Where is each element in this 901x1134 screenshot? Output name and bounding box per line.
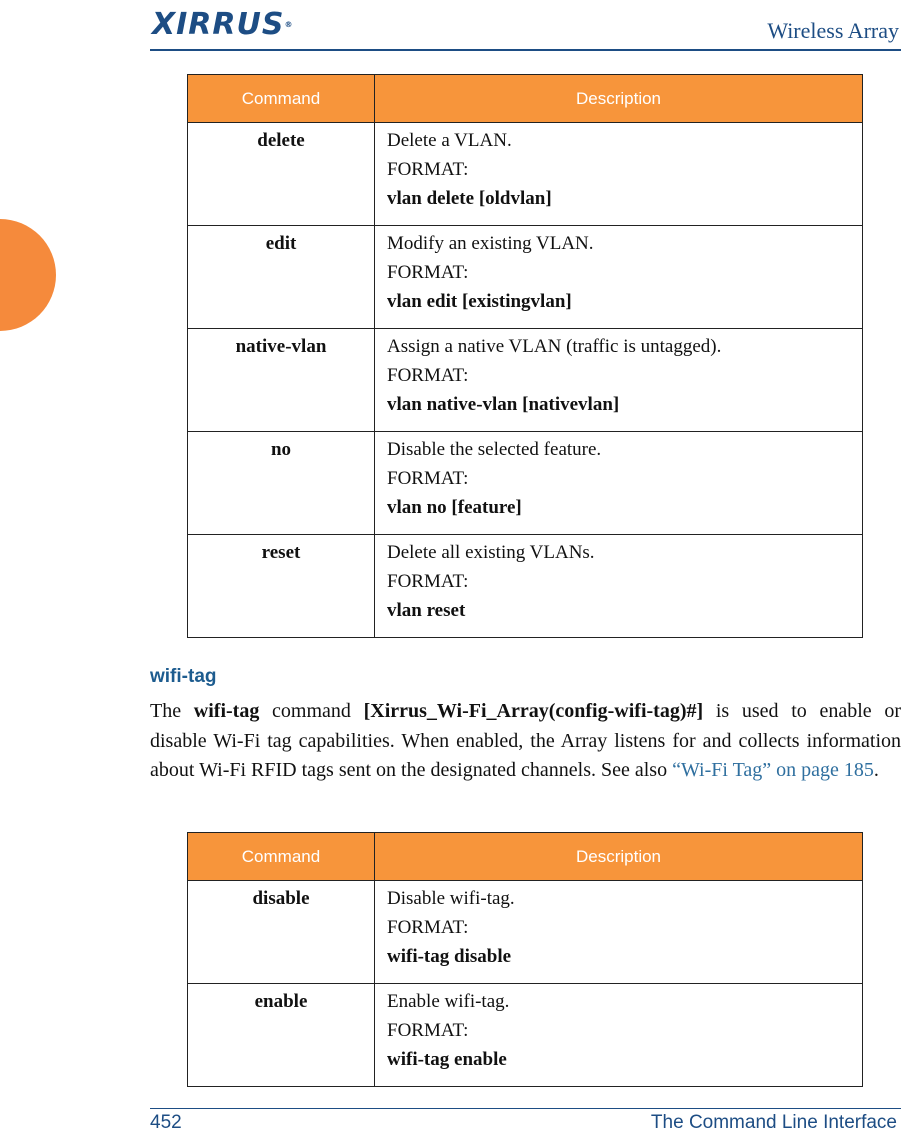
format-syntax: vlan edit [existingvlan] [387,291,572,312]
column-header-description: Description [375,75,863,123]
description-text: Assign a native VLAN (traffic is untagged). [387,336,722,357]
command-cell: delete [188,123,375,226]
format-syntax: vlan reset [387,600,466,621]
command-cell: native-vlan [188,329,375,432]
format-label: FORMAT: [387,468,469,489]
xirrus-logo: XIRRUS® [152,7,294,42]
page-number: 452 [150,1112,182,1133]
section-paragraph [150,697,901,786]
column-header-description: Description [375,833,863,881]
paragraph-text: . [873,759,879,781]
command-cell: reset [188,535,375,638]
description-text: Disable wifi-tag. [387,888,515,909]
description-cell [375,123,863,226]
command-cell: enable [188,984,375,1087]
header-title: Wireless Array [767,18,899,43]
format-syntax: wifi-tag enable [387,1049,507,1070]
table-header-row [188,75,863,123]
format-label: FORMAT: [387,917,469,938]
command-name: wifi-tag [193,700,260,722]
section-heading: wifi-tag [150,666,217,687]
header-divider [150,49,901,51]
footer-title: The Command Line Interface [650,1112,897,1133]
description-cell [375,226,863,329]
description-text: Delete a VLAN. [387,130,512,151]
description-text: Enable wifi-tag. [387,991,510,1012]
description-cell [375,432,863,535]
table-header-row [188,833,863,881]
format-label: FORMAT: [387,262,469,283]
command-cell: no [188,432,375,535]
description-cell [375,881,863,984]
paragraph-text: The [150,700,194,722]
format-syntax: vlan delete [oldvlan] [387,188,552,209]
description-cell [375,984,863,1087]
description-text: Disable the selected feature. [387,439,602,460]
table-row [188,535,863,638]
table-row [188,226,863,329]
command-prompt: [Xirrus_Wi-Fi_Array(config-wifi-tag)#] [363,700,704,722]
command-cell: edit [188,226,375,329]
format-syntax: vlan native-vlan [nativevlan] [387,394,620,415]
format-syntax: wifi-tag disable [387,946,512,967]
vlan-command-table [187,74,863,638]
wifi-tag-command-table [187,832,863,1087]
description-text: Delete all existing VLANs. [387,542,595,563]
format-label: FORMAT: [387,1020,469,1041]
format-label: FORMAT: [387,159,469,180]
format-syntax: vlan no [feature] [387,497,522,518]
chapter-tab-marker [0,219,56,331]
format-label: FORMAT: [387,571,469,592]
description-text: Modify an existing VLAN. [387,233,594,254]
paragraph-text: is used to enable or disable Wi-Fi tag capabilities. When enabled, the Array listens for and collects information about Wi-Fi RFID tags sent on the designated channels. See also [150,700,901,781]
table-row [188,432,863,535]
paragraph-text: command [259,700,364,722]
column-header-command: Command [188,833,375,881]
column-header-command: Command [188,75,375,123]
format-label: FORMAT: [387,365,469,386]
table-row [188,881,863,984]
table-row [188,123,863,226]
command-cell: disable [188,881,375,984]
table-row [188,329,863,432]
description-cell [375,329,863,432]
description-cell [375,535,863,638]
table-row [188,984,863,1087]
cross-reference-link[interactable]: “Wi-Fi Tag” on page 185 [672,759,874,781]
footer-divider [150,1108,901,1109]
